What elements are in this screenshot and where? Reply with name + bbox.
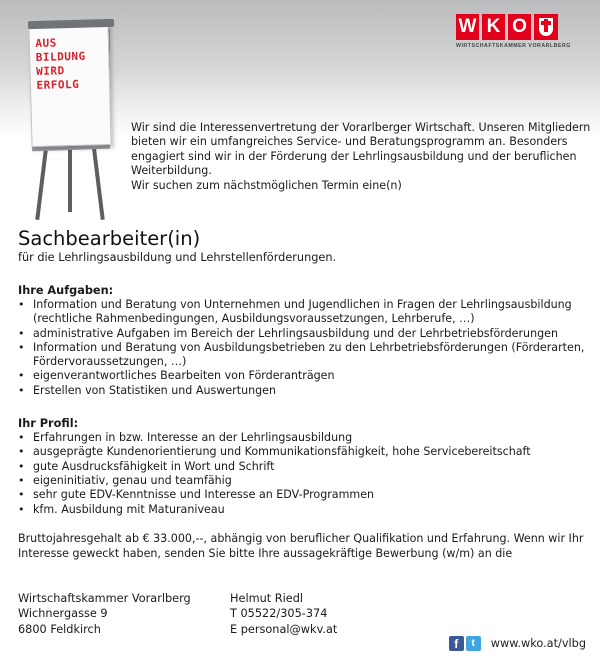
contact-block xyxy=(18,591,438,637)
tasks-section xyxy=(18,283,588,398)
flipchart-slogan xyxy=(35,35,108,93)
list-item: • Information und Beratung von Unternehmen und Jugendlichen in Fragen der Lehrlingsausbildung (rechtliche Rahmenbedingungen, Ausbildungsvoraussetzungen, Lehrberufe, …) xyxy=(18,298,588,327)
list-item: • gute Ausdrucksfähigkeit in Wort und Schrift xyxy=(18,460,588,474)
profile-heading: Ihr Profil: xyxy=(18,417,79,431)
intro-text xyxy=(131,121,591,193)
list-item: • ausgeprägte Kundenorientierung und Kommunikationsfähigkeit, hohe Servicebereitschaft xyxy=(18,445,588,459)
wko-logo xyxy=(456,14,582,49)
intro-paragraph: Wir sind die Interessenvertretung der Vorarlberger Wirtschaft. Unseren Mitgliedern bieten wir ein umfangreiches Service- und Beratungsprogramm an. Besonders engagiert sind wir in der Förderung der Lehrlingsausbildung und der beruflichen Weiterbildung. xyxy=(131,121,591,178)
contact-address xyxy=(18,591,230,637)
contact-org: Wirtschaftskammer Vorarlberg xyxy=(18,592,191,605)
list-item: • sehr gute EDV-Kenntnisse und Interesse an EDV-Programmen xyxy=(18,488,588,502)
contact-city: 6800 Feldkirch xyxy=(18,622,101,636)
social-links xyxy=(449,636,481,651)
slogan-line: AUS xyxy=(35,36,57,50)
slogan-line: WIRD xyxy=(36,64,65,78)
footer xyxy=(449,636,586,651)
list-item: • eigeninitiativ, genau und teamfähig xyxy=(18,474,588,488)
slogan-line: BILDUNG xyxy=(35,49,86,64)
logo-org-name: WIRTSCHAFTSKAMMER VORARLBERG xyxy=(456,43,571,49)
tasks-list xyxy=(18,298,588,398)
list-item: • eigenverantwortliches Bearbeiten von Förderanträgen xyxy=(18,369,588,383)
salary-text: Bruttojahresgehalt ab € 33.000,--, abhängig von beruflicher Qualifikation und Erfahrung. Wenn wir Ihr Interesse geweckt haben, senden Sie bitte Ihre aussagekräftige Bewerbung (w/m) an die xyxy=(18,531,584,561)
list-item: • Information und Beratung von Ausbildungsbetrieben zu den Lehrbetriebsförderungen (Förderarten, Fördervoraussetzungen, …) xyxy=(18,341,588,370)
logo-letter: O xyxy=(508,14,531,40)
intro-search-line: Wir suchen zum nächstmöglichen Termin eine(n) xyxy=(131,178,402,192)
tasks-heading: Ihre Aufgaben: xyxy=(18,284,114,297)
twitter-icon[interactable]: t xyxy=(466,636,481,651)
job-title: Sachbearbeiter(in) xyxy=(18,227,201,250)
list-item: • Erfahrungen in bzw. Interesse an der Lehrlingsausbildung xyxy=(18,431,588,445)
slogan-line: ERFOLG xyxy=(36,77,80,92)
contact-person: Helmut Riedl xyxy=(230,592,304,605)
list-item: • administrative Aufgaben im Bereich der Lehrlingsausbildung und der Lehrbetriebsförderungen xyxy=(18,327,588,341)
logo-letter: K xyxy=(482,14,505,40)
list-item: • Erstellen von Statistiken und Auswertungen xyxy=(18,384,588,398)
website-link[interactable]: www.wko.at/vlbg xyxy=(490,637,586,650)
job-posting xyxy=(18,227,588,562)
profile-list xyxy=(18,431,588,517)
flipchart-leg xyxy=(68,142,72,212)
list-item: • kfm. Ausbildung mit Maturaniveau xyxy=(18,503,588,517)
profile-section xyxy=(18,416,588,517)
contact-person-block xyxy=(230,591,337,637)
contact-street: Wichnergasse 9 xyxy=(18,607,108,621)
logo-letters xyxy=(456,14,582,40)
contact-phone: T 05522/305-374 xyxy=(230,607,328,621)
flipchart-leg xyxy=(35,142,48,220)
contact-email[interactable]: E personal@wkv.at xyxy=(230,622,338,636)
flipchart-illustration xyxy=(20,10,120,220)
flipchart-leg xyxy=(91,142,104,220)
logo-letter: W xyxy=(456,14,479,40)
job-subtitle: für die Lehrlingsausbildung und Lehrstellenförderungen. xyxy=(18,251,337,264)
facebook-icon[interactable]: f xyxy=(449,636,464,651)
coat-of-arms-icon xyxy=(534,14,558,40)
